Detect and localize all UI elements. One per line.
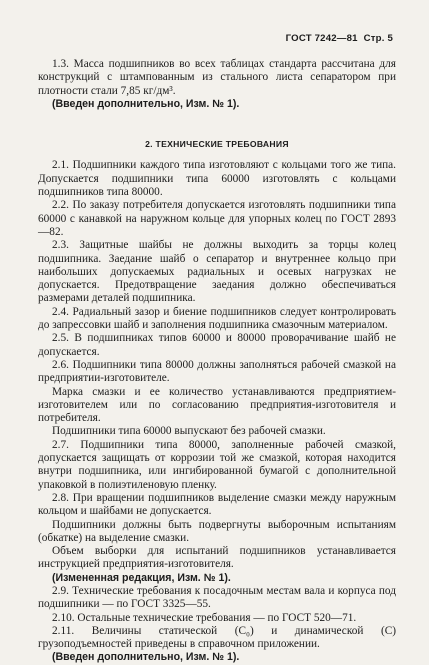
paragraph-1-3: 1.3. Масса подшипников во всех таблицах стандарта рассчитана для конструкций с штампованным из стального листа сепаратором при плотности стали 7,85 кг/дм³. [38, 58, 396, 97]
paragraph-2-2: 2.2. По заказу потребителя допускается изготовлять подшипники типа 60000 с канавкой на наружном кольце для упорных колец по ГОСТ 2893—82. [38, 199, 396, 238]
paragraph-2-8: 2.8. При вращении подшипников выделение смазки между наружным кольцом и шайбами не допускается. [38, 491, 396, 518]
page-number: Стр. 5 [363, 33, 393, 44]
amendment-note: (Измененная редакция, Изм. № 1). [52, 571, 231, 584]
standard-number: ГОСТ 7242—81 [285, 33, 358, 44]
paragraph-2-6-no-grease: Подшипники типа 60000 выпускают без рабочей смазки. [52, 425, 326, 438]
paragraph-2-1: 2.1. Подшипники каждого типа изготовляют с кольцами того же типа. Допускается подшипники типа 60000 изготовлять с кольцами подшипников типа 80000. [38, 159, 396, 199]
paragraph-2-3: 2.3. Защитные шайбы не должны выходить за торцы колец подшипника. Заедание шайб о сепаратор и внутреннее кольцо при наибольших допускаемых радиальных и осевых нагрузках не допускается. Предотвращение заедания должно обеспечиваться размерами деталей подшипника. [38, 239, 396, 305]
section-title: 2. ТЕХНИЧЕСКИЕ ТРЕБОВАНИЯ [145, 139, 289, 150]
amendment-note: (Введен дополнительно, Изм. № 1). [52, 97, 240, 110]
paragraph-2-7: 2.7. Подшипники типа 80000, заполненные рабочей смазкой, допускается защищать от коррозии той же смазкой, которая находится внутри подшипника, или ингибированной бумагой с дополнительной упаковкой в полиэтиленовую пленку. [38, 438, 396, 491]
paragraph-2-10: 2.10. Остальные технические требования — по ГОСТ 520—71. [52, 611, 357, 624]
paragraph-2-6: 2.6. Подшипники типа 80000 должны заполняться рабочей смазкой на предприятии-изготовителе. [38, 358, 396, 385]
document-body [38, 58, 396, 665]
page-header [286, 33, 393, 44]
paragraph-2-5: 2.5. В подшипниках типов 60000 и 80000 проворачивание шайб не допускается. [38, 332, 396, 358]
paragraph-2-6-grease-brand: Марка смазки и ее количество устанавливаются предприятием-изготовителем или по согласованию предприятия-изготовителя и потребителя. [38, 385, 396, 425]
paragraph-2-4: 2.4. Радиальный зазор и биение подшипников следует контролировать до запрессовки шайб и заполнения подшипника смазочным материалом. [38, 305, 396, 332]
amendment-note: (Введен дополнительно, Изм. № 1). [52, 651, 240, 664]
paragraph-2-9: 2.9. Технические требования к посадочным местам вала и корпуса под подшипники — по ГОСТ 3325—55. [38, 584, 396, 611]
paragraph-2-11: 2.11. Величины статической (C₀) и динамической (C) грузоподъемностей приведены в справочном приложении. [38, 624, 396, 651]
paragraph-2-8-testing: Подшипники должны быть подвергнуты выборочным испытаниям (обкатке) на выделение смазки. [38, 518, 396, 544]
paragraph-2-8-sample-size: Объем выборки для испытаний подшипников устанавливается инструкцией предприятия-изготовителя. [38, 545, 396, 571]
